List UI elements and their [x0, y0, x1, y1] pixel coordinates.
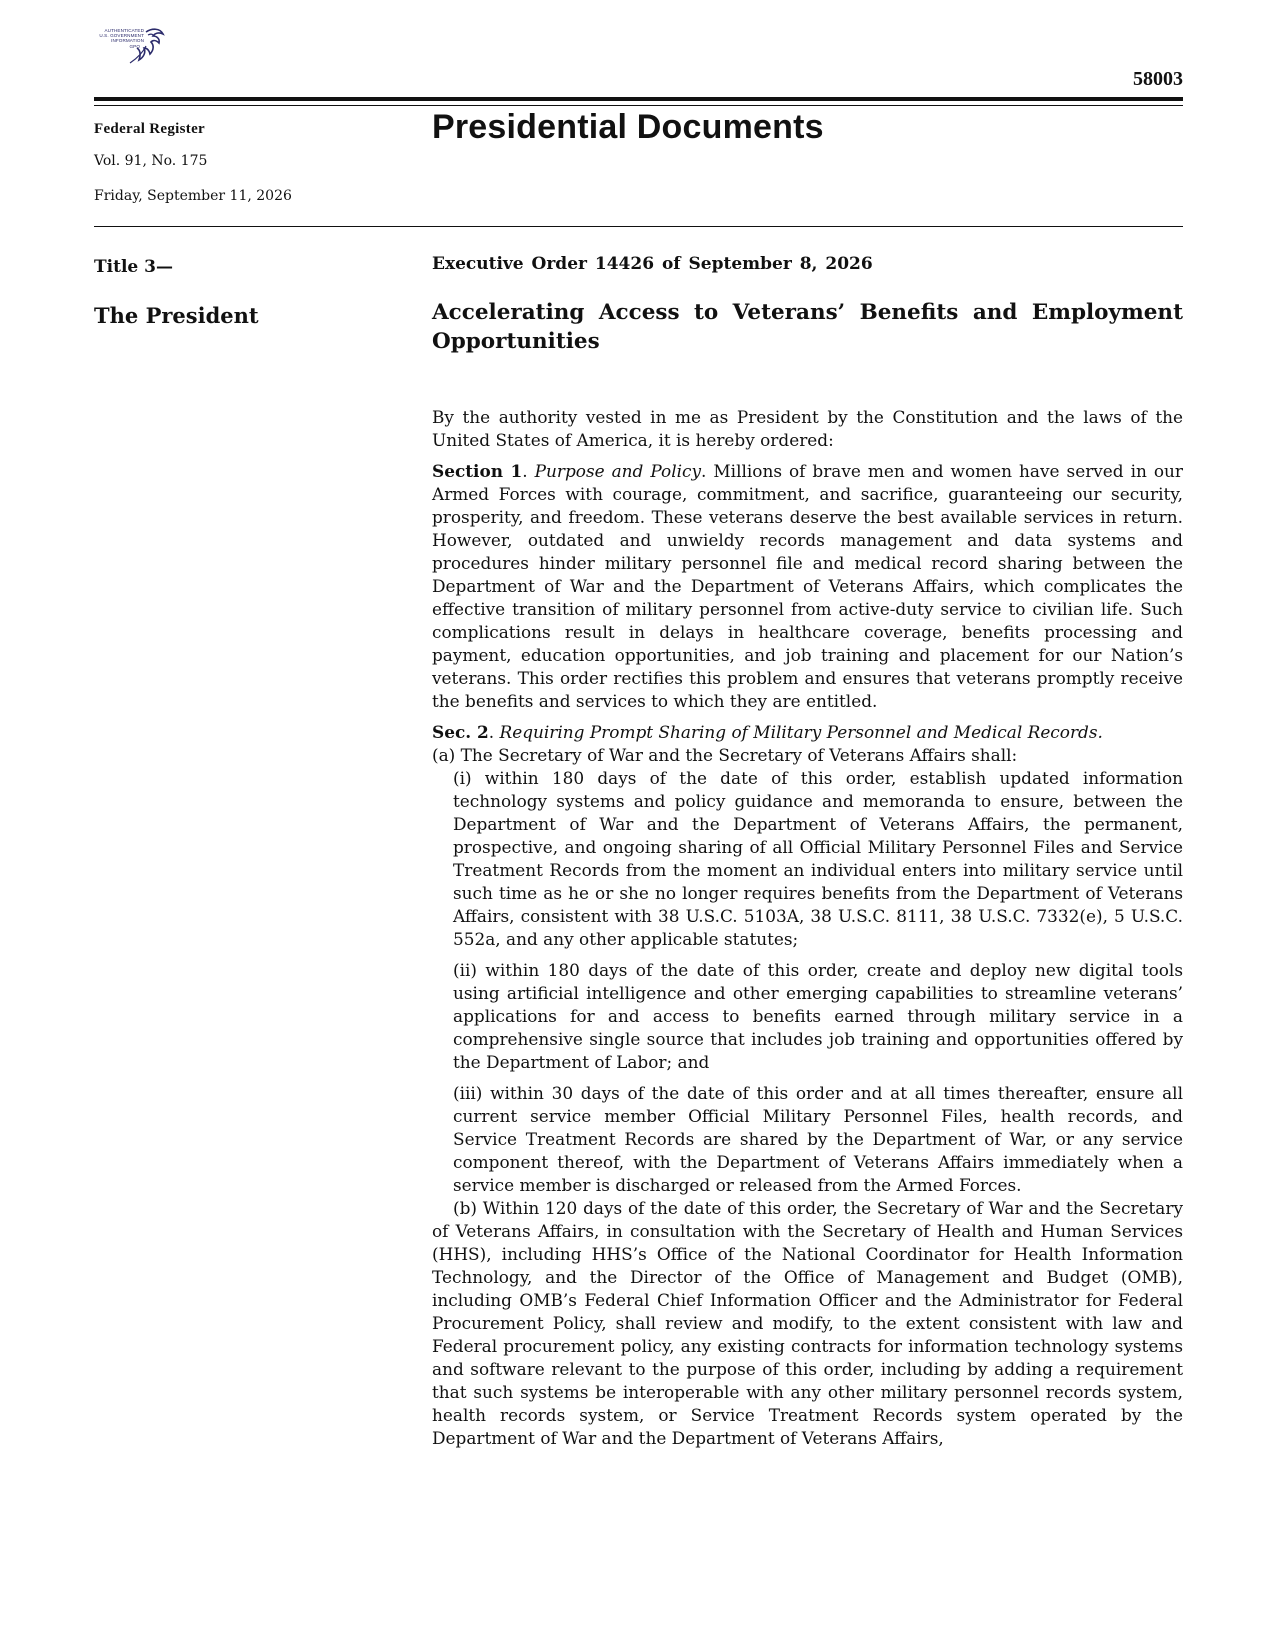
- gpo-authenticated-logo: [86, 26, 172, 66]
- logo-text-line: U.S. GOVERNMENT: [99, 33, 144, 39]
- logo-text-line: GPO: [129, 43, 140, 49]
- section-title: Presidential Documents: [432, 108, 824, 146]
- section-2-item-iii: (iii) within 30 days of the date of this order and at all times thereafter, ensure all current service member Official Military Personnel Files, health records, and Service Treatment Records are shared by the Department of War, or any service component thereof, with the Department of Veterans Affairs immediately when a service member is discharged or released from the Armed Forces.: [453, 1083, 1183, 1195]
- section-divider: [94, 226, 1183, 227]
- section-2-b-paragraph: (b) Within 120 days of the date of this order, the Secretary of War and the Secretary of Veterans Affairs, in consultation with the Secretary of Health and Human Services (HHS), including HHS’s Office of the National Coordinator for Health Information Technology, and the Director of the Office of Management and Budget (OMB), including OMB’s Federal Chief Information Officer and the Administrator for Federal Procurement Policy, shall review and modify, to the extent consistent with law and Federal procurement policy, any existing contracts for information technology systems and software relevant to the purpose of this order, including by adding a requirement that such systems be interoperable with any other military personnel records system, health records system, or Service Treatment Records system operated by the Department of War and the Department of Veterans Affairs,: [432, 1198, 1183, 1448]
- section-1-heading: Purpose and Policy: [534, 461, 702, 481]
- intro-paragraph: By the authority vested in me as President by the Constitution and the laws of the United States of America, it is hereby ordered:: [432, 407, 1183, 450]
- logo-text-line: AUTHENTICATED: [104, 28, 144, 33]
- section-1-text: Millions of brave men and women have served in our Armed Forces with courage, commitment, and sacrifice, guaranteeing our security, prosperity, and freedom. These veterans deserve the best available services in return. However, outdated and unwieldy records management and data systems and procedures hinder military personnel file and medical record sharing between the Department of War and the Department of Veterans Affairs, which complicates the effective transition of military personnel from active-duty service to civilian life. Such complications result in delays in healthcare coverage, benefits processing and payment, education opportunities, and job training and placement for our Nation’s veterans. This order rectifies this problem and ensures that veterans promptly receive the benefits and services to which they are entitled.: [432, 461, 1184, 711]
- section-1-label: Section 1: [432, 461, 523, 481]
- section-2-item-ii: (ii) within 180 days of the date of this order, create and deploy new digital tools using artificial intelligence and other emerging capabilities to streamline veterans’ applications for and access to benefits earned through military service in a comprehensive single source that includes job training and opportunities offered by the Department of Labor; and: [453, 960, 1183, 1072]
- executive-order-number: Executive Order 14426 of September 8, 2026: [432, 254, 873, 274]
- register-date: Friday, September 11, 2026: [94, 188, 292, 204]
- register-volume: Vol. 91, No. 175: [94, 153, 208, 169]
- document-body: [432, 406, 1183, 1458]
- header-rule-thin: [94, 105, 1183, 106]
- section-2-label: Sec. 2: [432, 722, 489, 742]
- section-2-heading: Requiring Prompt Sharing of Military Personnel and Medical Records.: [499, 722, 1103, 742]
- register-name: Federal Register: [94, 121, 206, 137]
- executive-order-title: Accelerating Access to Veterans’ Benefits and Employment Opportunities: [432, 300, 1183, 354]
- section-1-paragraph: Section 1. Purpose and Policy. Millions of brave men and women have served in our Armed Forces with courage, commitment, and sacrifice, guaranteeing our security, prosperity, and freedom. These veterans deserve the best available services in return. However, outdated and unwieldy records management and data systems and procedures hinder military personnel file and medical record sharing between the Department of War and the Department of Veterans Affairs, which complicates the effective transition of military personnel from active-duty service to civilian life. Such complications result in delays in healthcare coverage, benefits processing and payment, education opportunities, and job training and placement for our Nation’s veterans. This order rectifies this problem and ensures that veterans promptly receive the benefits and services to which they are entitled.: [432, 461, 1184, 711]
- logo-text-line: INFORMATION: [111, 38, 144, 44]
- president-label: The President: [94, 303, 259, 328]
- eagle-icon: [86, 26, 172, 66]
- section-2-a-intro: (a) The Secretary of War and the Secretary of Veterans Affairs shall:: [432, 745, 1018, 765]
- title-label: Title 3—: [94, 257, 173, 277]
- header-rule-thick: [94, 97, 1183, 101]
- section-2-item-i: (i) within 180 days of the date of this order, establish updated information technology systems and policy guidance and memoranda to ensure, between the Department of War and the Department of Veterans Affairs, the permanent, prospective, and ongoing sharing of all Official Military Personnel Files and Service Treatment Records from the moment an individual enters into military service until such time as he or she no longer requires benefits from the Department of Veterans Affairs, consistent with 38 U.S.C. 5103A, 38 U.S.C. 8111, 38 U.S.C. 7332(e), 5 U.S.C. 552a, and any other applicable statutes;: [453, 768, 1183, 949]
- page-number: 58003: [1133, 68, 1183, 90]
- section-2-heading-paragraph: Sec. 2. Requiring Prompt Sharing of Military Personnel and Medical Records.: [432, 722, 1103, 742]
